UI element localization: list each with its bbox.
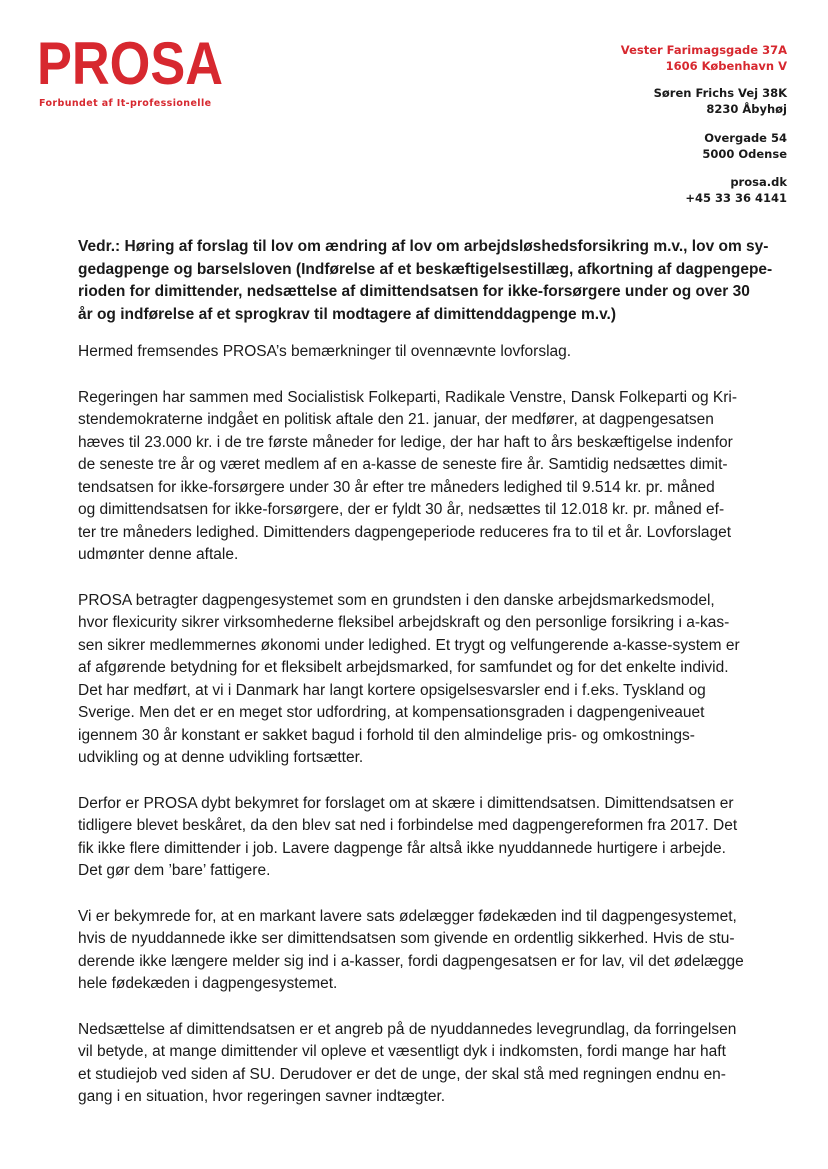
paragraph-line: Hermed fremsendes PROSA’s bemærkninger til ovennævnte lovforslag. — [78, 343, 572, 360]
contact-info — [685, 174, 787, 206]
paragraph-line: tidligere blevet beskåret, da den blev sat ned i forbindelse med dagpengereformen fra 2017. Det — [78, 817, 738, 834]
paragraph-line: stendemokraterne indgået en politisk aftale den 21. januar, der medfører, at dagpengesatsen — [78, 411, 714, 428]
paragraph-line: tendsatsen for ikke-forsørgere under 30 år efter tre måneders ledighed til 9.514 kr. pr. måned — [78, 478, 715, 496]
paragraph-line: fik ikke flere dimittender i job. Lavere dagpenge får altså ikke nyuddannede hurtigere i arbejde. — [78, 839, 726, 857]
paragraph-line: igennem 30 år konstant er sakket bagud i forhold til den almindelige pris- og omkostnings- — [78, 726, 695, 744]
paragraph-line: af afgørende betydning for et fleksibelt arbejdsmarked, for samfundet og for det enkelte individ. — [78, 659, 729, 676]
paragraph-line: PROSA betragter dagpengesystemet som en grundsten i den danske arbejdsmarkedsmodel, — [78, 591, 715, 609]
office-aabyhoej — [654, 85, 787, 117]
body-paragraph — [78, 341, 758, 364]
prosa-logo — [37, 30, 223, 97]
body-paragraph — [78, 793, 758, 883]
paragraph-line: gang i en situation, hvor regeringen savner indtægter. — [78, 1088, 446, 1105]
office-odense-street: Overgade 54 — [704, 131, 787, 145]
paragraph-line: et studiejob ved siden af SU. Derudover er det de unge, der skal stå med regningen endnu en- — [78, 1065, 726, 1083]
office-copenhagen-street: Vester Farimagsgade 37A — [620, 43, 787, 57]
letter-body — [78, 341, 758, 1132]
body-paragraph — [78, 906, 758, 996]
office-aabyhoej-city: 8230 Åbyhøj — [706, 102, 787, 116]
logo-tagline: Forbundet af It-professionelle — [39, 98, 212, 109]
letter-subject — [78, 236, 773, 326]
paragraph-line: hele fødekæden i dagpengesystemet. — [78, 975, 338, 992]
paragraph-line: Nedsættelse af dimittendsatsen er et angreb på de nyuddannedes levegrundlag, da forringelsen — [78, 1020, 737, 1038]
paragraph-line: udmønter denne aftale. — [78, 546, 239, 563]
paragraph-line: og dimittendsatsen for ikke-forsørgere, der er fyldt 30 år, nedsættes til 12.018 kr. pr. måned ef- — [78, 501, 725, 518]
paragraph-line: Derfor er PROSA dybt bekymret for forslaget om at skære i dimittendsatsen. Dimittendsatsen er — [78, 794, 734, 812]
office-odense — [702, 130, 787, 162]
body-paragraph — [78, 1019, 758, 1109]
body-paragraph — [78, 590, 758, 770]
body-paragraph — [78, 387, 758, 567]
paragraph-line: sen sikrer medlemmernes økonomi under ledighed. Et trygt og velfungerende a-kasse-system er — [78, 636, 740, 654]
phone-number: +45 33 36 4141 — [685, 191, 787, 205]
website-link[interactable]: prosa.dk — [730, 175, 787, 189]
paragraph-line: de seneste tre år og været medlem af en a-kasse de seneste fire år. Samtidig nedsættes dimit- — [78, 456, 728, 473]
paragraph-line: udvikling og at denne udvikling fortsætter. — [78, 749, 364, 766]
paragraph-line: ter tre måneders ledighed. Dimittenders dagpengeperiode reduceres fra to til et år. Lovforslaget — [78, 523, 732, 541]
subject-line: Vedr.: Høring af forslag til lov om ændring af lov om arbejdsløshedsforsikring m.v., lov om sy- — [78, 238, 769, 255]
paragraph-line: hvor flexicurity sikrer virksomhederne fleksibel arbejdskraft og den personlige forsikring i a-kas- — [78, 614, 730, 631]
paragraph-line: Sverige. Men det er en meget stor udfordring, at kompensationsgraden i dagpengeniveauet — [78, 704, 705, 721]
office-copenhagen — [621, 42, 787, 74]
paragraph-line: hvis de nyuddannede ikke ser dimittendsatsen som givende en ordentlig sikkerhed. Hvis de stu- — [78, 930, 735, 947]
paragraph-line: Det har medført, at vi i Danmark har langt kortere opsigelsesvarsler end i f.eks. Tyskland og — [78, 681, 706, 699]
paragraph-line: vil betyde, at mange dimittender vil opleve et væsentligt dyk i indkomsten, fordi mange har haft — [78, 1043, 726, 1060]
prosa-logo-mark — [37, 30, 223, 97]
office-aabyhoej-street: Søren Frichs Vej 38K — [653, 86, 787, 100]
logo-wordmark: PROSA — [37, 30, 223, 97]
subject-line: rioden for dimittender, nedsættelse af dimittendsatsen for ikke-forsørgere under og over 30 — [78, 283, 750, 300]
paragraph-line: Regeringen har sammen med Socialistisk Folkeparti, Radikale Venstre, Dansk Folkeparti og Kri- — [78, 388, 738, 406]
paragraph-line: hæves til 23.000 kr. i de tre første måneder for ledige, der har haft to års beskæftigelse indenfor — [78, 433, 733, 451]
paragraph-line: derende ikke længere melder sig ind i a-kasser, fordi dagpengesatsen er for lav, vil det ødelægge — [78, 952, 744, 970]
subject-line: gedagpenge og barselsloven (Indførelse af et beskæftigelsestillæg, afkortning af dagpengepe- — [78, 260, 773, 278]
paragraph-line: Det gør dem ’bare’ fattigere. — [78, 862, 271, 879]
office-copenhagen-city: 1606 København V — [665, 59, 787, 73]
office-odense-city: 5000 Odense — [702, 147, 787, 161]
paragraph-line: Vi er bekymrede for, at en markant lavere sats ødelægger fødekæden ind til dagpengesystemet, — [78, 907, 737, 925]
subject-line: år og indførelse af et sprogkrav til modtagere af dimittenddagpenge m.v.) — [78, 305, 617, 323]
